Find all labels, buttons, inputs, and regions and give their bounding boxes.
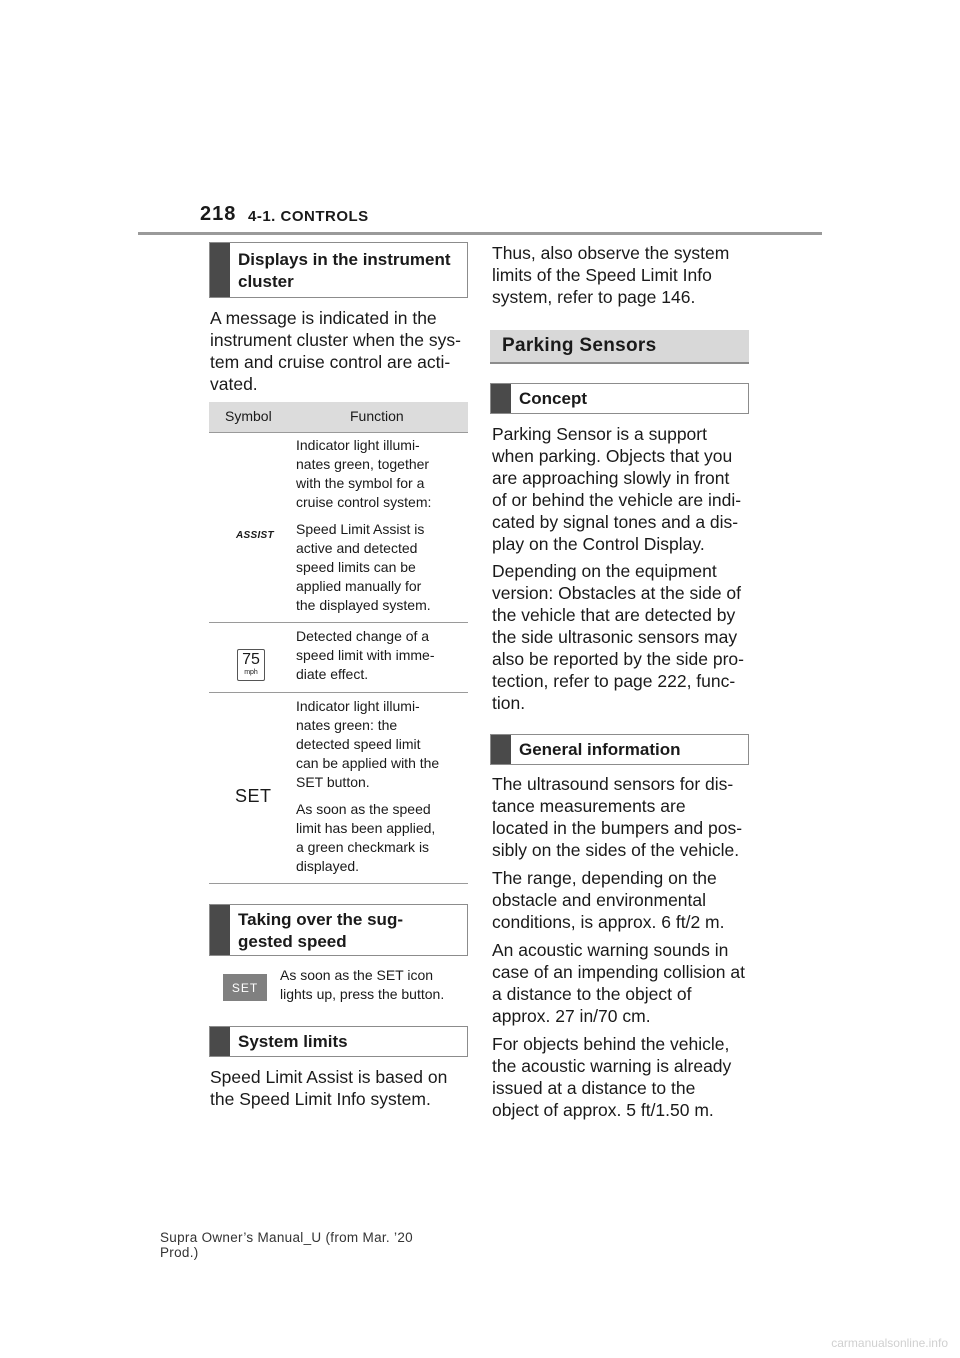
set-symbol-icon: SET bbox=[235, 786, 272, 806]
section-title: Parking Sensors bbox=[502, 335, 657, 356]
cell-paragraph: As soon as the speed limit has been applied, a green checkmark is displayed. bbox=[296, 801, 436, 874]
heading-line: gested speed bbox=[238, 932, 347, 951]
column-header-symbol: Symbol bbox=[225, 408, 272, 424]
heading-displays bbox=[209, 242, 468, 298]
cell-paragraph: Detected change of a speed limit with imme- diate effect. bbox=[296, 628, 435, 682]
column-header-function: Function bbox=[350, 408, 404, 424]
general-paragraph-3 bbox=[492, 939, 754, 1027]
text-line: version: Obstacles at the side of bbox=[492, 583, 742, 603]
heading-line: Taking over the sug- bbox=[238, 910, 403, 929]
cell-paragraph: Indicator light illumi- nates green, together with the symbol for a cruise control system: bbox=[296, 437, 432, 510]
text-line: system, refer to page 146. bbox=[492, 287, 696, 307]
intro-paragraph bbox=[210, 307, 470, 395]
cell-paragraph: Indicator light illumi- nates green: the detected speed limit can be applied with the SET button. bbox=[296, 698, 440, 790]
text-line: case of an impending collision at bbox=[492, 962, 745, 982]
text-line: the side ultrasonic sensors may bbox=[492, 627, 738, 647]
text-line: are approaching slowly in front bbox=[492, 468, 730, 488]
text-line: issued at a distance to the bbox=[492, 1078, 696, 1098]
text-line: the acoustic warning is already bbox=[492, 1056, 732, 1076]
text-line: A message is indicated in the bbox=[210, 308, 437, 328]
footer-text bbox=[160, 1230, 413, 1260]
text-line: Parking Sensor is a support bbox=[492, 424, 707, 444]
continuation-paragraph bbox=[492, 242, 752, 308]
table-bottom-rule bbox=[209, 883, 468, 884]
heading-line: cluster bbox=[238, 272, 294, 291]
chapter-title: 4-1. CONTROLS bbox=[248, 208, 369, 225]
text-line: play on the Control Display. bbox=[492, 534, 705, 554]
row-divider bbox=[209, 622, 468, 623]
text-line: a distance to the object of bbox=[492, 984, 692, 1004]
heading-line: General information bbox=[519, 739, 681, 759]
text-line: limits of the Speed Limit Info bbox=[492, 265, 712, 285]
table-cell-function-2 bbox=[296, 627, 468, 692]
speed-unit: mph bbox=[244, 669, 258, 676]
text-line: the vehicle that are detected by bbox=[492, 605, 736, 625]
text-line: when parking. Objects that you bbox=[492, 446, 733, 466]
text-line: obstacle and environmental bbox=[492, 890, 707, 910]
text-line: conditions, is approx. 6 ft/2 m. bbox=[492, 912, 725, 932]
set-button-icon: SET bbox=[223, 974, 267, 1001]
concept-paragraph-1 bbox=[492, 423, 754, 555]
heading-concept bbox=[490, 383, 749, 414]
text-line: located in the bumpers and pos- bbox=[492, 818, 743, 838]
text-line: Thus, also observe the system bbox=[492, 243, 730, 263]
text-line: of or behind the vehicle are indi- bbox=[492, 490, 742, 510]
heading-general-information bbox=[490, 734, 749, 765]
text-line: For objects behind the vehicle, bbox=[492, 1034, 730, 1054]
text-line: instrument cluster when the sys- bbox=[210, 330, 461, 350]
header-rule bbox=[138, 232, 822, 235]
footer-line: Prod.) bbox=[160, 1245, 199, 1260]
page-number: 218 bbox=[200, 203, 237, 225]
general-paragraph-4 bbox=[492, 1033, 754, 1121]
section-heading-parking-sensors bbox=[490, 330, 749, 364]
footer-line: Supra Owner’s Manual_U (from Mar. ’20 bbox=[160, 1230, 413, 1245]
text-line: The ultrasound sensors for dis- bbox=[492, 774, 734, 794]
text-line: vated. bbox=[210, 374, 258, 394]
text-line: An acoustic warning sounds in bbox=[492, 940, 729, 960]
text-line: As soon as the SET icon bbox=[280, 967, 434, 983]
text-line: tem and cruise control are acti- bbox=[210, 352, 451, 372]
text-line: object of approx. 5 ft/1.50 m. bbox=[492, 1100, 714, 1120]
text-line: also be reported by the side pro- bbox=[492, 649, 744, 669]
heading-taking-over bbox=[209, 904, 468, 956]
table-cell-function-3 bbox=[296, 697, 468, 884]
heading-system-limits bbox=[209, 1026, 468, 1057]
heading-line: Concept bbox=[519, 388, 587, 408]
set-note bbox=[280, 966, 470, 1004]
text-line: sibly on the sides of the vehicle. bbox=[492, 840, 740, 860]
text-line: The range, depending on the bbox=[492, 868, 717, 888]
text-line: approx. 27 in/70 cm. bbox=[492, 1006, 651, 1026]
concept-paragraph-2 bbox=[492, 560, 754, 714]
system-limits-paragraph bbox=[210, 1066, 470, 1110]
text-line: cated by signal tones and a dis- bbox=[492, 512, 739, 532]
heading-line: System limits bbox=[238, 1031, 348, 1051]
cell-paragraph: Speed Limit Assist is active and detected speed limits can be applied manually for the displayed system. bbox=[296, 521, 431, 613]
text-line: tion. bbox=[492, 693, 526, 713]
row-divider bbox=[209, 692, 468, 693]
table-header bbox=[209, 402, 468, 433]
speed-value: 75 bbox=[242, 651, 260, 668]
table-cell-function-1 bbox=[296, 436, 468, 623]
text-line: the Speed Limit Info system. bbox=[210, 1089, 431, 1109]
watermark: carmanualsonline.info bbox=[831, 1336, 948, 1350]
text-line: Speed Limit Assist is based on bbox=[210, 1067, 448, 1087]
text-line: Depending on the equipment bbox=[492, 561, 717, 581]
text-line: lights up, press the button. bbox=[280, 986, 445, 1002]
text-line: tance measurements are bbox=[492, 796, 686, 816]
speed-limit-75-icon bbox=[237, 649, 265, 681]
text-line: tection, refer to page 222, func- bbox=[492, 671, 736, 691]
general-paragraph-2 bbox=[492, 867, 754, 933]
assist-symbol-icon: ASSIST bbox=[236, 530, 274, 541]
general-paragraph-1 bbox=[492, 773, 754, 861]
heading-line: Displays in the instrument bbox=[238, 250, 451, 269]
